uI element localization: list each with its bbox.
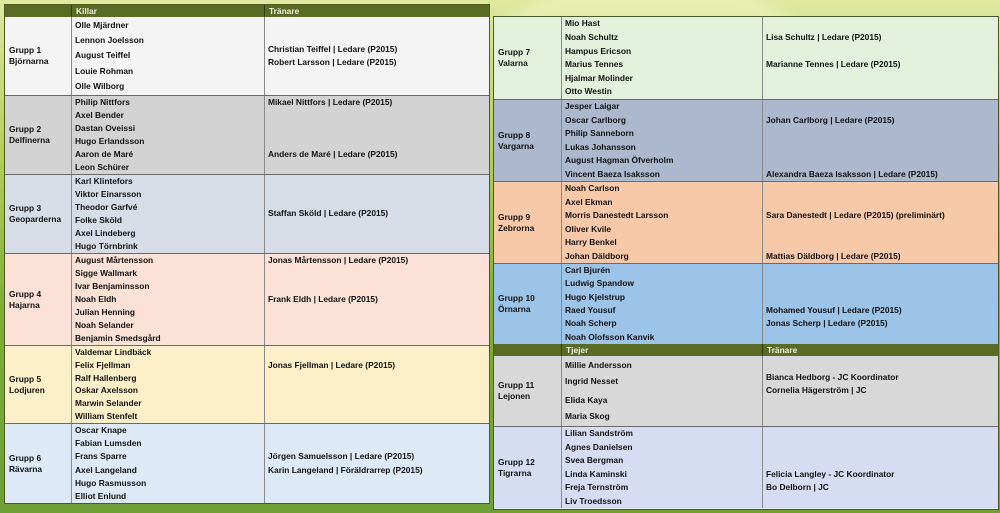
players-cell bbox=[72, 96, 265, 174]
player-name: Freja Ternström bbox=[565, 482, 629, 493]
coach-empty bbox=[766, 100, 998, 113]
player-name: Raed Yousuf bbox=[565, 305, 616, 316]
players-cell bbox=[562, 17, 763, 99]
group-number: Grupp 10 bbox=[498, 293, 535, 303]
player-name: Oscar Carlborg bbox=[565, 114, 626, 125]
player-name: Benjamin Smedsgård bbox=[75, 333, 161, 343]
group-title: Zebrorna bbox=[498, 222, 535, 233]
player-name: Jesper Laigar bbox=[565, 101, 620, 112]
girls-table-body bbox=[494, 356, 998, 508]
player-name: August Hagman Öfverholm bbox=[565, 155, 674, 166]
group-title: Geoparderna bbox=[9, 214, 62, 224]
coach-empty bbox=[766, 154, 998, 167]
group-number: Grupp 12 bbox=[498, 456, 535, 467]
player-name: Ingrid Nesset bbox=[565, 375, 619, 386]
player-name: Ludwig Spandow bbox=[565, 278, 634, 289]
group-number: Grupp 5 bbox=[9, 373, 42, 384]
coach-name: Mikael Nittfors | Ledare (P2015) bbox=[268, 97, 393, 107]
coaches-cell bbox=[265, 96, 489, 174]
coaches-cell bbox=[763, 100, 998, 181]
player-name: Valdemar Lindbäck bbox=[75, 347, 152, 357]
group-name bbox=[494, 17, 562, 99]
group-number: Grupp 7 bbox=[498, 47, 531, 57]
coach-name: Mattias Däldborg | Ledare (P2015) bbox=[766, 250, 901, 261]
player-name: Marwin Selander bbox=[75, 398, 142, 409]
group-name bbox=[5, 346, 72, 423]
coach-name: Felicia Langley - JC Koordinator bbox=[766, 468, 895, 479]
boys-table-body bbox=[5, 17, 489, 503]
player-name: Oliver Kvile bbox=[565, 223, 612, 234]
player-name: Hugo Kjelstrup bbox=[565, 291, 626, 302]
coaches-cell bbox=[763, 17, 998, 99]
coach-empty bbox=[268, 346, 489, 359]
players-cell bbox=[72, 17, 265, 95]
group-title: Vargarna bbox=[498, 140, 534, 151]
group-row-g1 bbox=[5, 17, 489, 95]
group-name bbox=[5, 254, 72, 345]
player-name: Elida Kaya bbox=[565, 394, 608, 405]
player-name: Noah Selander bbox=[75, 320, 134, 330]
player-name: Marius Tennes bbox=[565, 59, 624, 70]
coach-empty bbox=[766, 141, 998, 154]
player-name: Viktor Einarsson bbox=[75, 189, 142, 199]
player-name: Theodor Garfvé bbox=[75, 202, 138, 212]
player-name: Olle Mjärdner bbox=[75, 19, 129, 30]
player-name: Ivar Benjaminsson bbox=[75, 281, 150, 291]
players-cell bbox=[562, 100, 763, 181]
player-name: Axel Lindeberg bbox=[75, 228, 136, 238]
player-name: Sigge Wallmark bbox=[75, 268, 138, 278]
coach-empty bbox=[766, 236, 998, 249]
coach-name: Staffan Sköld | Ledare (P2015) bbox=[268, 208, 389, 219]
player-name: Harry Benkel bbox=[565, 237, 617, 248]
group-row-g11 bbox=[494, 356, 998, 426]
group-title: Valarna bbox=[498, 58, 528, 68]
player-name: Oskar Axelsson bbox=[75, 385, 139, 396]
group-name bbox=[494, 427, 562, 508]
header-players: Killar bbox=[72, 5, 265, 17]
player-name: Louie Rohman bbox=[75, 65, 134, 76]
coach-empty bbox=[766, 454, 998, 467]
coaches-cell bbox=[763, 182, 998, 263]
coach-name: Alexandra Baeza Isaksson | Ledare (P2015) bbox=[766, 168, 938, 179]
coach-empty bbox=[766, 45, 998, 58]
player-name: Elliot Enlund bbox=[75, 490, 127, 501]
players-cell bbox=[562, 427, 763, 508]
player-name: Julian Henning bbox=[75, 307, 136, 317]
player-name: Lilian Sandström bbox=[565, 428, 633, 439]
group-title: Delfinerna bbox=[9, 135, 50, 145]
players-cell bbox=[72, 254, 265, 345]
coach-empty bbox=[268, 332, 489, 345]
header-group bbox=[494, 344, 562, 356]
coach-empty bbox=[766, 357, 998, 370]
players-cell bbox=[562, 182, 763, 263]
coach-name: Jonas Fjellman | Ledare (P2015) bbox=[268, 359, 396, 370]
coach-empty bbox=[766, 277, 998, 290]
coach-empty bbox=[766, 331, 998, 344]
player-name: August Teiffel bbox=[75, 50, 131, 61]
header-coaches: Tränare bbox=[767, 345, 798, 355]
coaches-cell bbox=[265, 346, 489, 423]
player-name: Felix Fjellman bbox=[75, 359, 131, 370]
coach-name: Karin Langeland | Föräldrarrep (P2015) bbox=[268, 464, 423, 475]
player-name: Noah Olofsson Kanvik bbox=[565, 331, 655, 342]
coach-empty bbox=[268, 397, 489, 410]
coaches-cell bbox=[763, 356, 998, 426]
header-group bbox=[5, 5, 72, 17]
player-name: Hugo Törnbrink bbox=[75, 241, 138, 251]
coach-name: Bo Delborn | JC bbox=[766, 482, 829, 493]
player-name: Noah Scherp bbox=[565, 318, 617, 329]
players-cell bbox=[72, 424, 265, 503]
coach-empty bbox=[268, 306, 489, 319]
coach-empty bbox=[766, 182, 998, 195]
player-name: Leon Schürer bbox=[75, 162, 129, 172]
group-row-g7 bbox=[494, 17, 998, 99]
player-name: Olle Wilborg bbox=[75, 80, 125, 91]
player-name: Axel Ekman bbox=[565, 196, 613, 207]
group-row-g8 bbox=[494, 99, 998, 181]
player-name: Svea Bergman bbox=[565, 455, 624, 466]
boys-table bbox=[4, 4, 490, 504]
coach-empty bbox=[268, 280, 489, 293]
coach-name: Marianne Tennes | Ledare (P2015) bbox=[766, 59, 901, 70]
group-row-g5 bbox=[5, 345, 489, 423]
coaches-cell bbox=[265, 424, 489, 503]
group-number: Grupp 9 bbox=[498, 211, 531, 222]
coaches-cell bbox=[265, 254, 489, 345]
player-name: Fabian Lumsden bbox=[75, 438, 142, 449]
coach-empty bbox=[766, 398, 998, 411]
player-name: Liv Troedsson bbox=[565, 495, 622, 506]
coach-name: Robert Larsson | Ledare (P2015) bbox=[268, 57, 397, 67]
coach-name: Christian Teiffel | Ledare (P2015) bbox=[268, 43, 398, 54]
right-table-body bbox=[494, 17, 998, 344]
group-row-g4 bbox=[5, 253, 489, 345]
groups-table-right bbox=[493, 16, 999, 510]
player-name: Hjalmar Molinder bbox=[565, 72, 633, 83]
group-row-g6 bbox=[5, 423, 489, 503]
player-name: Millie Andersson bbox=[565, 359, 632, 370]
coach-empty bbox=[268, 135, 489, 148]
group-number: Grupp 6 bbox=[9, 452, 42, 463]
coach-empty bbox=[766, 17, 998, 30]
coach-empty bbox=[766, 264, 998, 277]
player-name: August Mårtensson bbox=[75, 255, 154, 265]
coach-empty bbox=[268, 319, 489, 332]
coach-empty bbox=[766, 72, 998, 85]
coaches-cell bbox=[763, 264, 998, 344]
player-name: Vincent Baeza Isaksson bbox=[565, 168, 660, 179]
player-name: Lukas Johansson bbox=[565, 141, 636, 152]
coach-empty bbox=[268, 161, 489, 174]
players-cell bbox=[562, 264, 763, 344]
coach-empty bbox=[766, 412, 998, 425]
coach-name: Frank Eldh | Ledare (P2015) bbox=[268, 294, 378, 304]
group-name bbox=[494, 264, 562, 344]
group-name bbox=[494, 182, 562, 263]
players-cell bbox=[72, 175, 265, 253]
player-name: Maria Skog bbox=[565, 410, 610, 421]
group-name bbox=[5, 175, 72, 253]
player-name: Oscar Knape bbox=[75, 425, 127, 435]
group-row-g3 bbox=[5, 174, 489, 253]
coach-empty bbox=[766, 441, 998, 454]
coach-empty bbox=[766, 427, 998, 440]
group-number: Grupp 2 bbox=[9, 124, 42, 134]
player-name: Hugo Rasmusson bbox=[75, 477, 147, 488]
coach-name: Bianca Hedborg - JC Koordinator bbox=[766, 371, 899, 382]
group-number: Grupp 4 bbox=[9, 288, 42, 299]
coach-empty bbox=[766, 196, 998, 209]
coach-name: Johan Carlborg | Ledare (P2015) bbox=[766, 114, 895, 125]
header-players: Tjejer bbox=[562, 344, 763, 356]
player-name: Noah Eldh bbox=[75, 294, 117, 304]
player-name: Lennon Joelsson bbox=[75, 35, 144, 46]
coach-name: Anders de Maré | Ledare (P2015) bbox=[268, 149, 398, 159]
coach-name: Mohamed Yousuf | Ledare (P2015) bbox=[766, 305, 902, 316]
player-name: Dastan Oveissi bbox=[75, 123, 136, 133]
coach-empty bbox=[766, 291, 998, 304]
group-title: Rävarna bbox=[9, 463, 43, 474]
girls-table-header bbox=[494, 344, 998, 356]
group-title: Örnarna bbox=[498, 304, 531, 314]
group-title: Lodjuren bbox=[9, 384, 45, 395]
coach-name: Jonas Mårtensson | Ledare (P2015) bbox=[268, 255, 409, 265]
group-name bbox=[5, 17, 72, 95]
coach-empty bbox=[766, 223, 998, 236]
player-name: Noah Carlson bbox=[565, 183, 620, 194]
group-name bbox=[5, 96, 72, 174]
group-title: Björnarna bbox=[9, 56, 49, 66]
coach-empty bbox=[766, 127, 998, 140]
player-name: Morris Danestedt Larsson bbox=[565, 210, 669, 221]
player-name: Hugo Erlandsson bbox=[75, 136, 145, 146]
group-name bbox=[494, 356, 562, 426]
group-row-g2 bbox=[5, 95, 489, 174]
group-name bbox=[5, 424, 72, 503]
player-name: Axel Langeland bbox=[75, 464, 137, 475]
coaches-cell bbox=[763, 427, 998, 508]
players-cell bbox=[562, 356, 763, 426]
group-row-g9 bbox=[494, 181, 998, 263]
player-name: Agnes Danielsen bbox=[565, 441, 633, 452]
coach-empty bbox=[766, 85, 998, 98]
coach-name: Sara Danestedt | Ledare (P2015) (preliminärt) bbox=[766, 210, 945, 221]
coach-empty bbox=[268, 384, 489, 397]
coach-empty bbox=[766, 495, 998, 508]
coach-empty bbox=[268, 122, 489, 135]
coaches-cell bbox=[265, 175, 489, 253]
player-name: Karl Klintefors bbox=[75, 176, 133, 186]
players-cell bbox=[72, 346, 265, 423]
player-name: Johan Däldborg bbox=[565, 250, 629, 261]
group-number: Grupp 1 bbox=[9, 45, 42, 55]
player-name: Mio Hast bbox=[565, 18, 600, 29]
group-number: Grupp 8 bbox=[498, 129, 531, 140]
player-name: Ralf Hallenberg bbox=[75, 372, 137, 383]
coach-name: Jörgen Samuelsson | Ledare (P2015) bbox=[268, 451, 415, 462]
player-name: William Stenfelt bbox=[75, 411, 138, 422]
group-title: Tigrarna bbox=[498, 467, 532, 478]
player-name: Frans Sparre bbox=[75, 451, 127, 462]
group-number: Grupp 11 bbox=[498, 380, 535, 390]
player-name: Philip Sanneborn bbox=[565, 128, 634, 139]
group-title: Lejonen bbox=[498, 391, 531, 401]
coach-name: Jonas Scherp | Ledare (P2015) bbox=[766, 318, 888, 329]
coach-empty bbox=[268, 109, 489, 122]
player-name: Philip Nittfors bbox=[75, 97, 130, 107]
player-name: Axel Bender bbox=[75, 110, 124, 120]
coach-empty bbox=[268, 410, 489, 423]
coaches-cell bbox=[265, 17, 489, 95]
player-name: Otto Westin bbox=[565, 86, 612, 97]
player-name: Folke Sköld bbox=[75, 215, 123, 225]
player-name: Hampus Ericson bbox=[565, 45, 632, 56]
group-row-g10 bbox=[494, 263, 998, 344]
player-name: Aaron de Maré bbox=[75, 149, 134, 159]
header-coaches: Tränare bbox=[269, 6, 300, 16]
group-name bbox=[494, 100, 562, 181]
coach-empty bbox=[268, 267, 489, 280]
boys-table-header bbox=[5, 5, 489, 17]
coach-name: Lisa Schultz | Ledare (P2015) bbox=[766, 31, 882, 42]
player-name: Linda Kaminski bbox=[565, 468, 627, 479]
player-name: Carl Bjurén bbox=[565, 265, 611, 276]
group-number: Grupp 3 bbox=[9, 203, 42, 213]
player-name: Noah Schultz bbox=[565, 31, 619, 42]
group-title: Hajarna bbox=[9, 299, 40, 310]
group-row-g12 bbox=[494, 426, 998, 508]
coach-empty bbox=[268, 372, 489, 385]
coach-name: Cornelia Hägerström | JC bbox=[766, 385, 867, 396]
